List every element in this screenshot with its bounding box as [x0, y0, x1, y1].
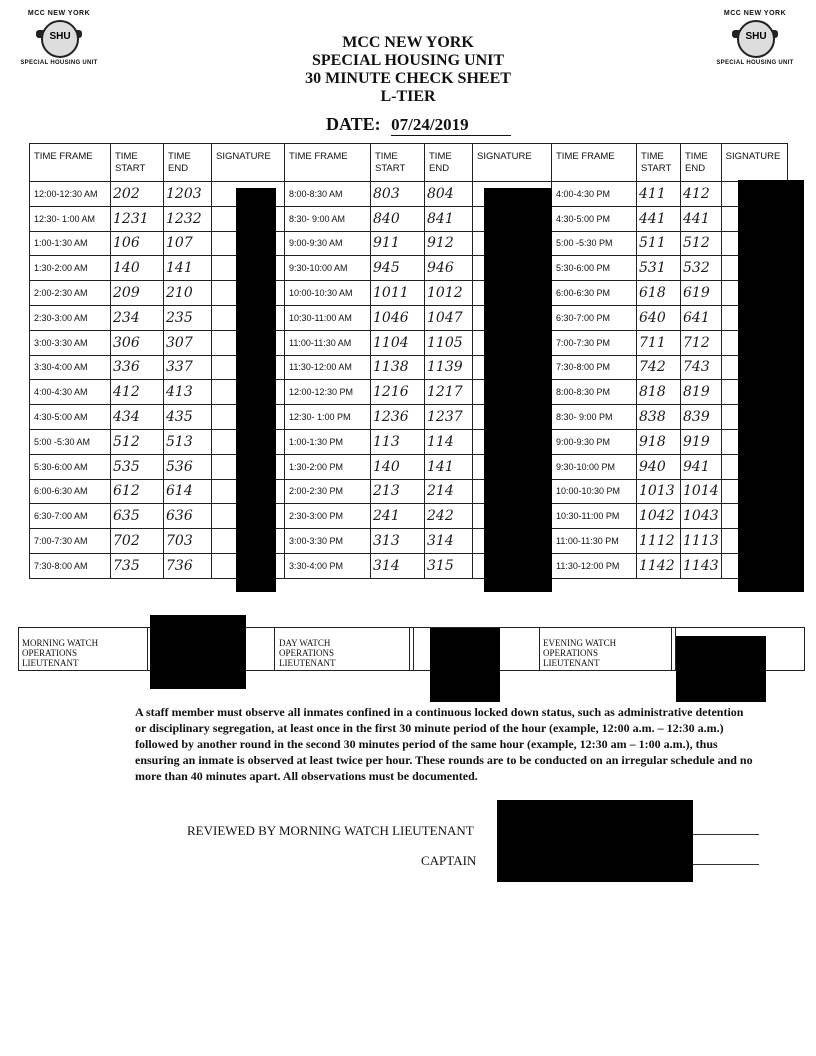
redacted-signature [236, 188, 276, 592]
time-frame-cell: 5:00 -5:30 PM [552, 231, 637, 256]
time-end-cell: 839 [681, 405, 722, 430]
time-start-cell: 113 [371, 429, 425, 454]
time-start-cell: 1112 [637, 529, 681, 554]
table-row [30, 182, 788, 207]
time-frame-cell: 8:30- 9:00 PM [552, 405, 637, 430]
time-end-cell: 1217 [425, 380, 473, 405]
time-start-cell: 838 [637, 405, 681, 430]
time-start-cell: 106 [111, 231, 164, 256]
redacted-signature [738, 180, 804, 592]
time-end-cell: 1113 [681, 529, 722, 554]
evening-watch-label: EVENING WATCH OPERATIONS LIEUTENANT [543, 638, 617, 668]
time-frame-cell: 4:00-4:30 PM [552, 182, 637, 207]
time-frame-cell: 1:30-2:00 PM [285, 454, 371, 479]
time-start-cell: 735 [111, 553, 164, 578]
date-label: DATE: [326, 114, 381, 134]
time-start-cell: 945 [371, 256, 425, 281]
table-row [30, 380, 788, 405]
time-start-cell: 612 [111, 479, 164, 504]
table-header-row [30, 144, 788, 182]
document-header [258, 34, 558, 106]
time-start-cell: 840 [371, 206, 425, 231]
col-header-signature: SIGNATURE [473, 144, 552, 182]
time-end-cell: 1105 [425, 330, 473, 355]
time-end-cell: 619 [681, 281, 722, 306]
col-header-time-end: TIME END [164, 144, 212, 182]
col-header-time-start: TIME START [111, 144, 164, 182]
time-frame-cell: 12:30- 1:00 PM [285, 405, 371, 430]
time-end-cell: 235 [164, 305, 212, 330]
table-row [30, 429, 788, 454]
time-frame-cell: 3:00-3:30 PM [285, 529, 371, 554]
time-start-cell: 234 [111, 305, 164, 330]
time-end-cell: 114 [425, 429, 473, 454]
shu-badge-icon: SHU [732, 20, 778, 58]
time-end-cell: 413 [164, 380, 212, 405]
time-frame-cell: 11:30-12:00 AM [285, 355, 371, 380]
logo-top-text: MCC NEW YORK [723, 10, 787, 17]
time-frame-cell: 8:30- 9:00 AM [285, 206, 371, 231]
time-frame-cell: 9:30-10:00 PM [552, 454, 637, 479]
time-start-cell: 1142 [637, 553, 681, 578]
time-start-cell: 1231 [111, 206, 164, 231]
morning-watch-label: MORNING WATCH OPERATIONS LIEUTENANT [22, 638, 99, 668]
time-end-cell: 912 [425, 231, 473, 256]
time-frame-cell: 2:30-3:00 PM [285, 504, 371, 529]
time-end-cell: 107 [164, 231, 212, 256]
time-end-cell: 210 [164, 281, 212, 306]
logo-top-text: MCC NEW YORK [27, 10, 91, 17]
time-end-cell: 1232 [164, 206, 212, 231]
time-start-cell: 140 [371, 454, 425, 479]
time-start-cell: 742 [637, 355, 681, 380]
time-frame-cell: 10:00-10:30 PM [552, 479, 637, 504]
time-frame-cell: 5:30-6:00 PM [552, 256, 637, 281]
time-start-cell: 511 [637, 231, 681, 256]
time-end-cell: 513 [164, 429, 212, 454]
time-frame-cell: 6:30-7:00 AM [30, 504, 111, 529]
check-sheet-table [29, 143, 788, 579]
header-tier: L-TIER [380, 88, 436, 105]
time-end-cell: 804 [425, 182, 473, 207]
table-row [30, 256, 788, 281]
time-frame-cell: 8:00-8:30 AM [285, 182, 371, 207]
shu-badge-icon: SHU [36, 20, 82, 58]
time-frame-cell: 2:00-2:30 PM [285, 479, 371, 504]
time-frame-cell: 1:00-1:30 AM [30, 231, 111, 256]
table-row [30, 553, 788, 578]
time-end-cell: 1014 [681, 479, 722, 504]
time-end-cell: 1047 [425, 305, 473, 330]
time-frame-cell: 4:00-4:30 AM [30, 380, 111, 405]
time-start-cell: 1138 [371, 355, 425, 380]
logo-bottom-text: SPECIAL HOUSING UNIT [716, 60, 794, 66]
captain-signature-line [693, 864, 759, 865]
instructions-paragraph: A staff member must observe all inmates confined in a continuous locked down status, such as administrative detention or disciplinary segregation, at least once in the first 30 minute period of the hour (example, 12:00 a.m. – 12:30 a.m.) followed by another round in the second 30 minutes period of the same hour (example, 12:30 am – 1:00 a.m.), thus ensuring an inmate is observed at least twice per hour. These rounds are to be conducted on an irregular schedule and no more than 40 minutes apart. All observations must be documented. [135, 705, 753, 783]
logo-right [710, 10, 800, 66]
time-end-cell: 712 [681, 330, 722, 355]
time-start-cell: 531 [637, 256, 681, 281]
time-frame-cell: 9:00-9:30 AM [285, 231, 371, 256]
time-start-cell: 411 [637, 182, 681, 207]
time-end-cell: 1143 [681, 553, 722, 578]
time-start-cell: 441 [637, 206, 681, 231]
time-start-cell: 535 [111, 454, 164, 479]
time-frame-cell: 2:00-2:30 AM [30, 281, 111, 306]
time-start-cell: 336 [111, 355, 164, 380]
time-end-cell: 1203 [164, 182, 212, 207]
table-row [30, 529, 788, 554]
time-frame-cell: 7:30-8:00 PM [552, 355, 637, 380]
time-start-cell: 702 [111, 529, 164, 554]
time-start-cell: 213 [371, 479, 425, 504]
time-frame-cell: 3:30-4:00 AM [30, 355, 111, 380]
col-header-time-end: TIME END [425, 144, 473, 182]
redacted-signature [497, 800, 693, 882]
time-frame-cell: 8:00-8:30 PM [552, 380, 637, 405]
time-frame-cell: 1:00-1:30 PM [285, 429, 371, 454]
time-start-cell: 434 [111, 405, 164, 430]
time-frame-cell: 6:00-6:30 AM [30, 479, 111, 504]
time-frame-cell: 5:00 -5:30 AM [30, 429, 111, 454]
date-value: 07/24/2019 [391, 115, 511, 136]
time-frame-cell: 2:30-3:00 AM [30, 305, 111, 330]
time-frame-cell: 9:00-9:30 PM [552, 429, 637, 454]
col-header-signature: SIGNATURE [212, 144, 285, 182]
time-start-cell: 313 [371, 529, 425, 554]
time-end-cell: 736 [164, 553, 212, 578]
time-frame-cell: 4:30-5:00 AM [30, 405, 111, 430]
time-end-cell: 412 [681, 182, 722, 207]
header-form-title: 30 MINUTE CHECK SHEET [305, 70, 511, 87]
time-frame-cell: 9:30-10:00 AM [285, 256, 371, 281]
time-start-cell: 512 [111, 429, 164, 454]
time-end-cell: 636 [164, 504, 212, 529]
day-watch-label: DAY WATCH OPERATIONS LIEUTENANT [279, 638, 336, 668]
time-start-cell: 640 [637, 305, 681, 330]
time-frame-cell: 10:30-11:00 AM [285, 305, 371, 330]
table-row [30, 231, 788, 256]
time-frame-cell: 12:00-12:30 PM [285, 380, 371, 405]
time-end-cell: 337 [164, 355, 212, 380]
time-start-cell: 1011 [371, 281, 425, 306]
table-row [30, 454, 788, 479]
time-start-cell: 940 [637, 454, 681, 479]
time-start-cell: 803 [371, 182, 425, 207]
time-end-cell: 536 [164, 454, 212, 479]
time-end-cell: 141 [164, 256, 212, 281]
time-start-cell: 140 [111, 256, 164, 281]
date-line [326, 114, 511, 136]
time-end-cell: 242 [425, 504, 473, 529]
time-end-cell: 1237 [425, 405, 473, 430]
time-end-cell: 435 [164, 405, 212, 430]
time-end-cell: 819 [681, 380, 722, 405]
time-frame-cell: 6:30-7:00 PM [552, 305, 637, 330]
time-frame-cell: 6:00-6:30 PM [552, 281, 637, 306]
col-header-time-start: TIME START [637, 144, 681, 182]
time-start-cell: 1104 [371, 330, 425, 355]
col-header-time-frame: TIME FRAME [30, 144, 111, 182]
reviewed-by-label: REVIEWED BY MORNING WATCH LIEUTENANT [187, 823, 474, 838]
time-frame-cell: 11:00-11:30 AM [285, 330, 371, 355]
table-row [30, 281, 788, 306]
table-row [30, 504, 788, 529]
time-start-cell: 1013 [637, 479, 681, 504]
time-frame-cell: 7:00-7:30 AM [30, 529, 111, 554]
table-row [30, 355, 788, 380]
time-start-cell: 314 [371, 553, 425, 578]
time-frame-cell: 3:30-4:00 PM [285, 553, 371, 578]
col-header-time-frame: TIME FRAME [552, 144, 637, 182]
time-start-cell: 202 [111, 182, 164, 207]
time-end-cell: 441 [681, 206, 722, 231]
table-row [30, 479, 788, 504]
header-facility: MCC NEW YORK [342, 34, 474, 51]
redacted-signature [676, 636, 766, 702]
time-end-cell: 307 [164, 330, 212, 355]
time-end-cell: 703 [164, 529, 212, 554]
col-header-time-frame: TIME FRAME [285, 144, 371, 182]
time-end-cell: 941 [681, 454, 722, 479]
time-start-cell: 635 [111, 504, 164, 529]
time-end-cell: 1043 [681, 504, 722, 529]
time-end-cell: 919 [681, 429, 722, 454]
time-start-cell: 306 [111, 330, 164, 355]
col-header-time-start: TIME START [371, 144, 425, 182]
redacted-signature [484, 188, 552, 592]
check-sheet-body [30, 182, 788, 579]
time-end-cell: 314 [425, 529, 473, 554]
col-header-signature: SIGNATURE [721, 144, 787, 182]
time-start-cell: 1042 [637, 504, 681, 529]
time-end-cell: 1139 [425, 355, 473, 380]
time-end-cell: 641 [681, 305, 722, 330]
table-row [30, 330, 788, 355]
time-frame-cell: 11:30-12:00 PM [552, 553, 637, 578]
time-end-cell: 614 [164, 479, 212, 504]
time-start-cell: 412 [111, 380, 164, 405]
time-frame-cell: 4:30-5:00 PM [552, 206, 637, 231]
table-row [30, 206, 788, 231]
col-header-time-end: TIME END [681, 144, 722, 182]
time-end-cell: 214 [425, 479, 473, 504]
time-end-cell: 532 [681, 256, 722, 281]
time-end-cell: 141 [425, 454, 473, 479]
time-end-cell: 841 [425, 206, 473, 231]
time-end-cell: 315 [425, 553, 473, 578]
time-start-cell: 911 [371, 231, 425, 256]
redacted-signature [430, 628, 500, 702]
captain-label: CAPTAIN [421, 853, 477, 868]
time-start-cell: 1216 [371, 380, 425, 405]
time-end-cell: 946 [425, 256, 473, 281]
time-frame-cell: 3:00-3:30 AM [30, 330, 111, 355]
time-start-cell: 209 [111, 281, 164, 306]
table-row [30, 405, 788, 430]
logo-left [14, 10, 104, 66]
time-frame-cell: 7:00-7:30 PM [552, 330, 637, 355]
time-frame-cell: 11:00-11:30 PM [552, 529, 637, 554]
time-frame-cell: 5:30-6:00 AM [30, 454, 111, 479]
time-frame-cell: 12:00-12:30 AM [30, 182, 111, 207]
logo-bottom-text: SPECIAL HOUSING UNIT [20, 60, 98, 66]
time-end-cell: 512 [681, 231, 722, 256]
time-start-cell: 711 [637, 330, 681, 355]
time-start-cell: 1236 [371, 405, 425, 430]
time-frame-cell: 10:00-10:30 AM [285, 281, 371, 306]
time-end-cell: 1012 [425, 281, 473, 306]
time-start-cell: 618 [637, 281, 681, 306]
time-start-cell: 918 [637, 429, 681, 454]
time-frame-cell: 1:30-2:00 AM [30, 256, 111, 281]
time-frame-cell: 10:30-11:00 PM [552, 504, 637, 529]
time-start-cell: 818 [637, 380, 681, 405]
time-start-cell: 241 [371, 504, 425, 529]
time-end-cell: 743 [681, 355, 722, 380]
header-unit: SPECIAL HOUSING UNIT [311, 52, 505, 69]
redacted-signature [150, 615, 246, 689]
time-frame-cell: 12:30- 1:00 AM [30, 206, 111, 231]
table-row [30, 305, 788, 330]
reviewer-signature-line [693, 834, 759, 835]
time-start-cell: 1046 [371, 305, 425, 330]
time-frame-cell: 7:30-8:00 AM [30, 553, 111, 578]
